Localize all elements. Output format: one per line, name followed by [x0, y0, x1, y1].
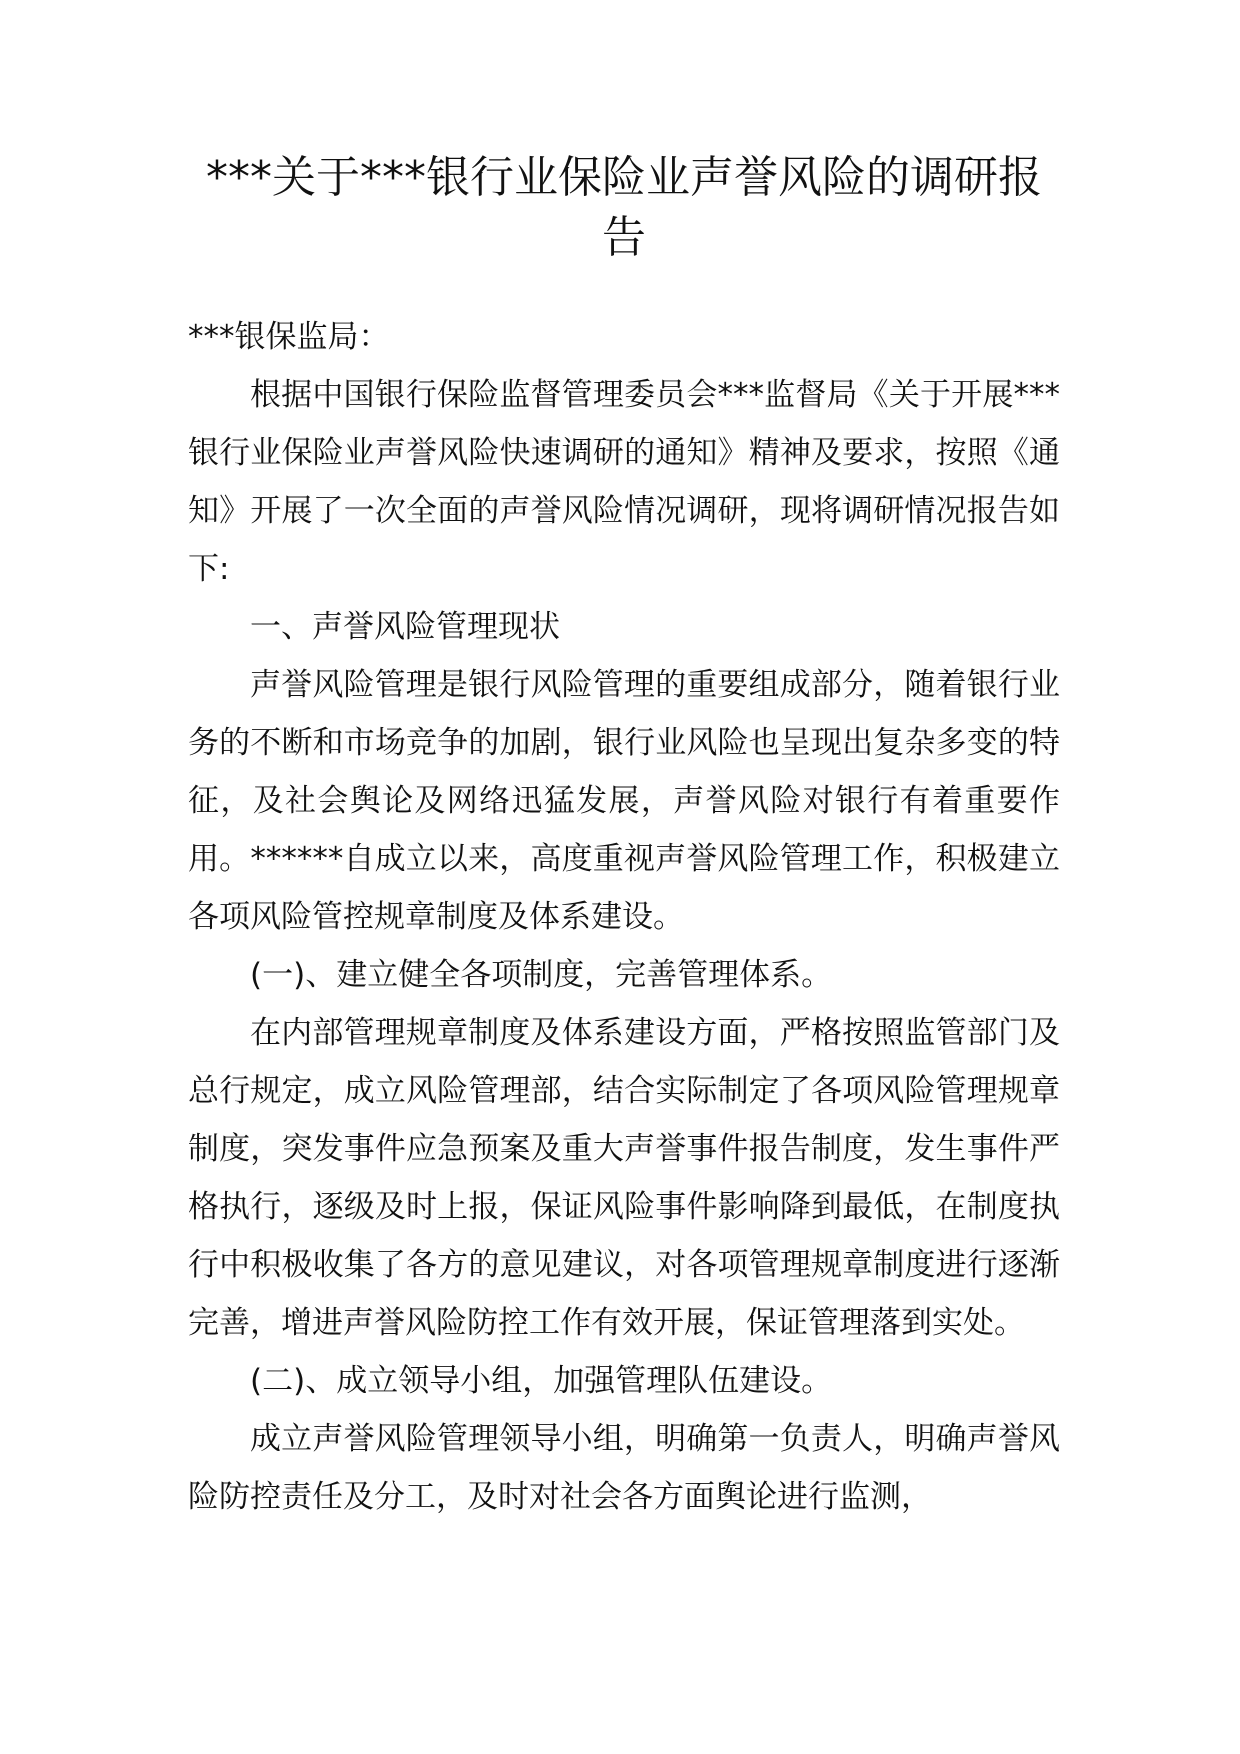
recipient-line: ***银保监局： [188, 319, 390, 355]
subsection-heading-2: (二)、成立领导小组，加强管理队伍建设。 [250, 1363, 833, 1399]
section-heading-1: 一、声誉风险管理现状 [250, 609, 560, 645]
paragraph-intro: 根据中国银行保险监督管理委员会***监督局《关于开展***银行业保险业声誉风险快速调研的通知》精神及要求，按照《通知》开展了一次全面的声誉风险情况调研，现将调研情况报告如下: [188, 377, 1060, 587]
paragraph-rules: 在内部管理规章制度及体系建设方面，严格按照监管部门及总行规定，成立风险管理部，结合实际制定了各项风险管理规章制度，突发事件应急预案及重大声誉事件报告制度，发生事件严格执行，逐级及时上报，保证风险事件影响降到最低，在制度执行中积极收集了各方的意见建议，对各项管理规章制度进行逐渐完善，增进声誉风险防控工作有效开展，保证管理落到实处。 [188, 1015, 1060, 1341]
document-title: ***关于***银行业保险业声誉风险的调研报告 [206, 152, 1042, 263]
paragraph-team: 成立声誉风险管理领导小组，明确第一负责人，明确声誉风险防控责任及分工，及时对社会各方面舆论进行监测， [188, 1421, 1060, 1515]
paragraph-status: 声誉风险管理是银行风险管理的重要组成部分，随着银行业务的不断和市场竞争的加剧，银行业风险也呈现出复杂多变的特征，及社会舆论及网络迅猛发展，声誉风险对银行有着重要作用。******自成立以来，高度重视声誉风险管理工作，积极建立各项风险管控规章制度及体系建设。 [188, 667, 1060, 935]
subsection-heading-1: (一)、建立健全各项制度，完善管理体系。 [250, 957, 833, 993]
document-body [188, 148, 1060, 1526]
